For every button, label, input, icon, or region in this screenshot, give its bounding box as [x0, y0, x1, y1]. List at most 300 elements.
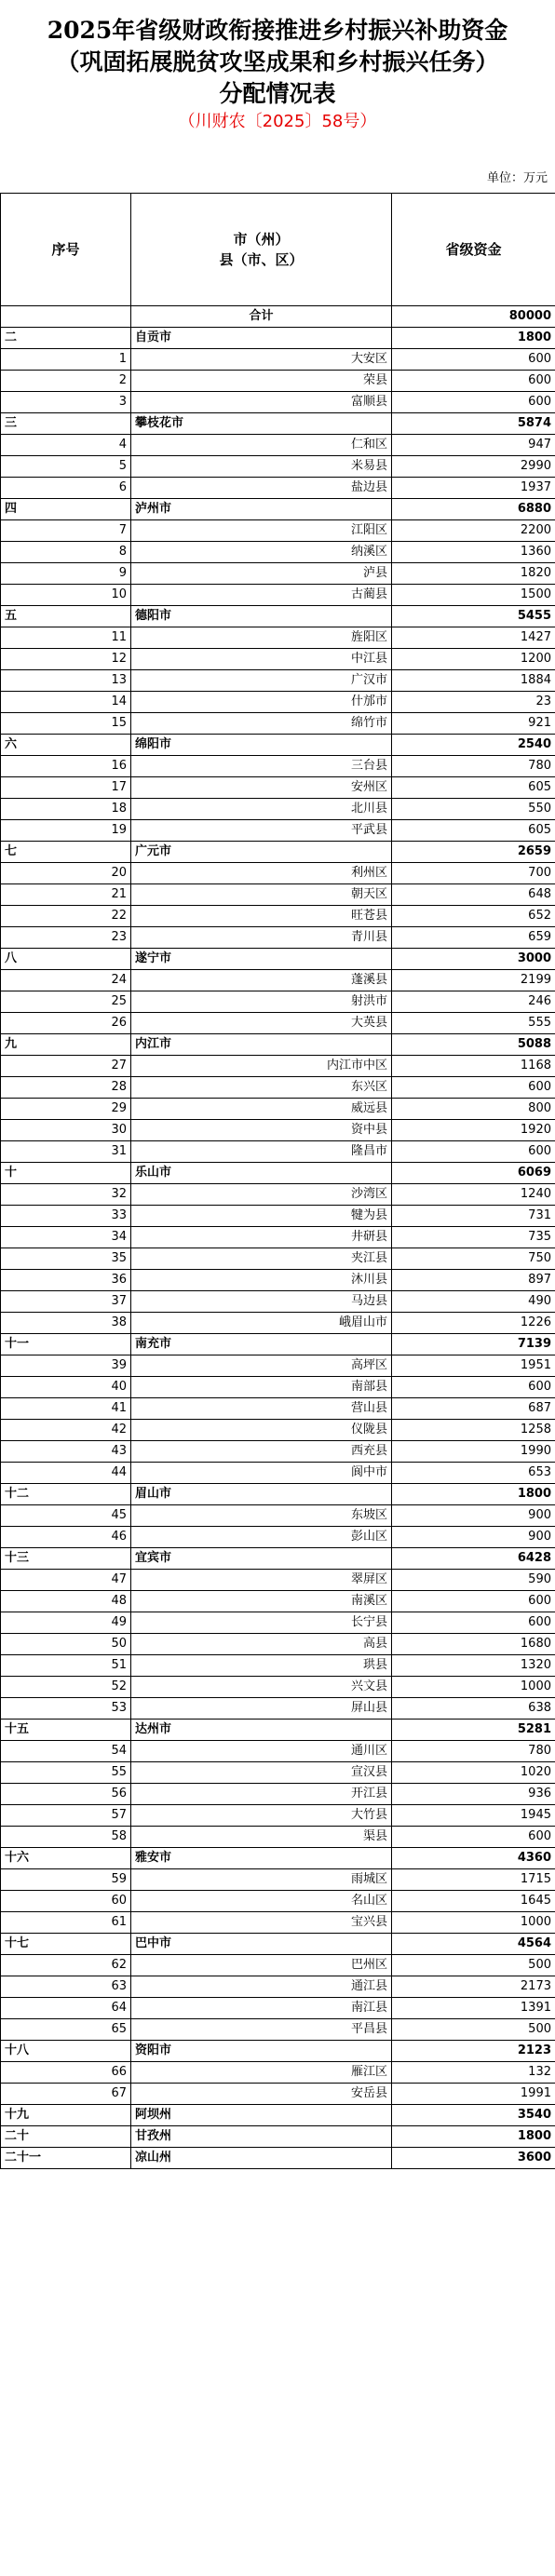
row-seq: 37: [1, 1291, 131, 1313]
county-row: [1, 1677, 555, 1698]
county-row: [1, 627, 555, 649]
row-name: 仪陇县: [131, 1420, 392, 1441]
row-seq: 十七: [1, 1934, 131, 1955]
row-name: 凉山州: [131, 2148, 392, 2169]
county-row: [1, 777, 555, 799]
row-name: 通江县: [131, 1976, 392, 1998]
row-name: 广汉市: [131, 670, 392, 692]
row-name: 东坡区: [131, 1505, 392, 1527]
row-name: 峨眉山市: [131, 1313, 392, 1334]
row-name: 旌阳区: [131, 627, 392, 649]
county-row: [1, 1398, 555, 1420]
row-seq: 65: [1, 2019, 131, 2041]
county-row: [1, 713, 555, 735]
row-value: 652: [392, 906, 555, 927]
row-name: 资中县: [131, 1120, 392, 1141]
county-row: [1, 1355, 555, 1377]
row-name: 达州市: [131, 1720, 392, 1741]
row-value: 731: [392, 1206, 555, 1227]
row-name: 古蔺县: [131, 585, 392, 606]
row-seq: 八: [1, 949, 131, 970]
title-line-1: 2025年省级财政衔接推进乡村振兴补助资金: [47, 17, 508, 44]
row-name: 西充县: [131, 1441, 392, 1463]
row-value: 2123: [392, 2041, 555, 2062]
title-line-2: （巩固拓展脱贫攻坚成果和乡村振兴任务）: [56, 48, 499, 75]
row-seq: 38: [1, 1313, 131, 1334]
row-value: 600: [392, 1077, 555, 1099]
row-value: 600: [392, 392, 555, 413]
row-name: 绵竹市: [131, 713, 392, 735]
row-seq: 58: [1, 1827, 131, 1848]
county-row: [1, 2062, 555, 2084]
county-row: [1, 542, 555, 563]
row-value: 1951: [392, 1355, 555, 1377]
header-region-line2: 县（市、区）: [219, 251, 304, 268]
row-name: 德阳市: [131, 606, 392, 627]
row-seq: 21: [1, 884, 131, 906]
row-seq: 18: [1, 799, 131, 820]
city-row: [1, 949, 555, 970]
row-value: 1000: [392, 1912, 555, 1934]
row-name: 兴文县: [131, 1677, 392, 1698]
county-row: [1, 1441, 555, 1463]
row-seq: 四: [1, 499, 131, 520]
row-name: 通川区: [131, 1741, 392, 1762]
county-row: [1, 585, 555, 606]
row-value: 1168: [392, 1056, 555, 1077]
county-row: [1, 478, 555, 499]
row-seq: 56: [1, 1784, 131, 1805]
row-seq: 13: [1, 670, 131, 692]
row-seq: 36: [1, 1270, 131, 1291]
row-seq: 31: [1, 1141, 131, 1163]
county-row: [1, 906, 555, 927]
row-value: 1945: [392, 1805, 555, 1827]
total-seq-cell: [1, 306, 131, 328]
row-value: 605: [392, 820, 555, 842]
row-seq: 24: [1, 970, 131, 991]
header-seq: 序号: [1, 194, 131, 306]
row-seq: 52: [1, 1677, 131, 1698]
row-seq: 63: [1, 1976, 131, 1998]
row-value: 246: [392, 991, 555, 1013]
total-value: 80000: [392, 306, 555, 328]
row-name: 宝兴县: [131, 1912, 392, 1934]
row-value: 1360: [392, 542, 555, 563]
row-name: 什邡市: [131, 692, 392, 713]
county-row: [1, 1827, 555, 1848]
row-value: 1240: [392, 1184, 555, 1206]
row-seq: 7: [1, 520, 131, 542]
county-row: [1, 1013, 555, 1034]
row-name: 珙县: [131, 1655, 392, 1677]
row-seq: 3: [1, 392, 131, 413]
row-name: 雅安市: [131, 1848, 392, 1869]
row-seq: 10: [1, 585, 131, 606]
row-value: 1820: [392, 563, 555, 585]
row-seq: 66: [1, 2062, 131, 2084]
row-value: 648: [392, 884, 555, 906]
row-name: 大安区: [131, 349, 392, 371]
row-value: 600: [392, 349, 555, 371]
row-value: 5874: [392, 413, 555, 435]
row-seq: 41: [1, 1398, 131, 1420]
document-header: [0, 0, 555, 158]
row-name: 彭山区: [131, 1527, 392, 1548]
row-seq: 45: [1, 1505, 131, 1527]
row-value: 700: [392, 863, 555, 884]
row-value: 600: [392, 1141, 555, 1163]
row-name: 阆中市: [131, 1463, 392, 1484]
row-name: 中江县: [131, 649, 392, 670]
row-seq: 20: [1, 863, 131, 884]
county-row: [1, 1762, 555, 1784]
city-row: [1, 1720, 555, 1741]
county-row: [1, 2019, 555, 2041]
county-row: [1, 1463, 555, 1484]
county-row: [1, 1634, 555, 1655]
county-row: [1, 456, 555, 478]
city-row: [1, 499, 555, 520]
row-value: 1000: [392, 1677, 555, 1698]
row-value: 600: [392, 1591, 555, 1612]
county-row: [1, 1805, 555, 1827]
row-value: 550: [392, 799, 555, 820]
total-row: [1, 306, 555, 328]
row-seq: 七: [1, 842, 131, 863]
row-name: 巴中市: [131, 1934, 392, 1955]
county-row: [1, 1099, 555, 1120]
row-seq: 十九: [1, 2105, 131, 2126]
row-seq: 32: [1, 1184, 131, 1206]
row-seq: 2: [1, 371, 131, 392]
row-value: 600: [392, 1827, 555, 1848]
row-value: 6428: [392, 1548, 555, 1570]
row-value: 1991: [392, 2084, 555, 2105]
row-value: 2990: [392, 456, 555, 478]
row-seq: 19: [1, 820, 131, 842]
county-row: [1, 1698, 555, 1720]
city-row: [1, 1334, 555, 1355]
county-row: [1, 1270, 555, 1291]
row-name: 宜宾市: [131, 1548, 392, 1570]
row-name: 威远县: [131, 1099, 392, 1120]
row-name: 青川县: [131, 927, 392, 949]
row-seq: 35: [1, 1248, 131, 1270]
row-seq: 17: [1, 777, 131, 799]
county-row: [1, 991, 555, 1013]
unit-label: 单位：万元: [486, 171, 548, 185]
row-seq: 57: [1, 1805, 131, 1827]
row-seq: 二十: [1, 2126, 131, 2148]
row-seq: 十三: [1, 1548, 131, 1570]
county-row: [1, 670, 555, 692]
row-name: 朝天区: [131, 884, 392, 906]
allocation-table: [0, 193, 555, 2169]
row-seq: 12: [1, 649, 131, 670]
total-label: 合计: [131, 306, 392, 328]
row-name: 雨城区: [131, 1869, 392, 1891]
row-name: 阿坝州: [131, 2105, 392, 2126]
row-value: 638: [392, 1698, 555, 1720]
row-seq: 11: [1, 627, 131, 649]
row-seq: 六: [1, 735, 131, 756]
row-value: 800: [392, 1099, 555, 1120]
row-name: 自贡市: [131, 328, 392, 349]
row-value: 1800: [392, 1484, 555, 1505]
county-row: [1, 799, 555, 820]
row-name: 内江市: [131, 1034, 392, 1056]
city-row: [1, 1163, 555, 1184]
row-value: 605: [392, 777, 555, 799]
row-seq: 44: [1, 1463, 131, 1484]
title-line-3: 分配情况表: [219, 80, 336, 107]
row-value: 490: [392, 1291, 555, 1313]
row-seq: 5: [1, 456, 131, 478]
row-name: 泸县: [131, 563, 392, 585]
row-seq: 十六: [1, 1848, 131, 1869]
row-name: 利州区: [131, 863, 392, 884]
row-value: 6069: [392, 1163, 555, 1184]
row-seq: 8: [1, 542, 131, 563]
row-value: 5088: [392, 1034, 555, 1056]
county-row: [1, 970, 555, 991]
county-row: [1, 649, 555, 670]
row-seq: 49: [1, 1612, 131, 1634]
county-row: [1, 1612, 555, 1634]
city-row: [1, 413, 555, 435]
row-value: 1427: [392, 627, 555, 649]
county-row: [1, 1291, 555, 1313]
row-seq: 27: [1, 1056, 131, 1077]
county-row: [1, 927, 555, 949]
row-name: 大英县: [131, 1013, 392, 1034]
row-seq: 二: [1, 328, 131, 349]
county-row: [1, 1741, 555, 1762]
row-value: 4564: [392, 1934, 555, 1955]
row-name: 攀枝花市: [131, 413, 392, 435]
row-seq: 十八: [1, 2041, 131, 2062]
row-seq: 30: [1, 1120, 131, 1141]
row-value: 1884: [392, 670, 555, 692]
row-name: 高坪区: [131, 1355, 392, 1377]
row-seq: 4: [1, 435, 131, 456]
row-seq: 1: [1, 349, 131, 371]
row-name: 南江县: [131, 1998, 392, 2019]
row-name: 平武县: [131, 820, 392, 842]
row-value: 1391: [392, 1998, 555, 2019]
row-name: 平昌县: [131, 2019, 392, 2041]
row-value: 947: [392, 435, 555, 456]
county-row: [1, 1891, 555, 1912]
row-seq: 51: [1, 1655, 131, 1677]
row-name: 绵阳市: [131, 735, 392, 756]
city-row: [1, 606, 555, 627]
county-row: [1, 1313, 555, 1334]
row-seq: 9: [1, 563, 131, 585]
county-row: [1, 1077, 555, 1099]
row-name: 内江市中区: [131, 1056, 392, 1077]
city-row: [1, 328, 555, 349]
row-seq: 60: [1, 1891, 131, 1912]
row-seq: 50: [1, 1634, 131, 1655]
row-value: 659: [392, 927, 555, 949]
row-seq: 28: [1, 1077, 131, 1099]
city-row: [1, 1548, 555, 1570]
row-name: 泸州市: [131, 499, 392, 520]
row-seq: 40: [1, 1377, 131, 1398]
header-region: [131, 194, 392, 306]
row-seq: 39: [1, 1355, 131, 1377]
row-name: 南充市: [131, 1334, 392, 1355]
county-row: [1, 1377, 555, 1398]
row-value: 3000: [392, 949, 555, 970]
row-name: 井研县: [131, 1227, 392, 1248]
county-row: [1, 563, 555, 585]
county-row: [1, 863, 555, 884]
row-value: 132: [392, 2062, 555, 2084]
row-name: 渠县: [131, 1827, 392, 1848]
row-seq: 二十一: [1, 2148, 131, 2169]
row-name: 眉山市: [131, 1484, 392, 1505]
county-row: [1, 1184, 555, 1206]
row-name: 夹江县: [131, 1248, 392, 1270]
row-seq: 59: [1, 1869, 131, 1891]
row-value: 3540: [392, 2105, 555, 2126]
row-value: 2173: [392, 1976, 555, 1998]
row-value: 1258: [392, 1420, 555, 1441]
county-row: [1, 1420, 555, 1441]
row-value: 23: [392, 692, 555, 713]
row-value: 600: [392, 1377, 555, 1398]
county-row: [1, 1570, 555, 1591]
row-value: 3600: [392, 2148, 555, 2169]
row-value: 600: [392, 1612, 555, 1634]
row-name: 雁江区: [131, 2062, 392, 2084]
row-name: 安州区: [131, 777, 392, 799]
row-name: 开江县: [131, 1784, 392, 1805]
row-seq: 25: [1, 991, 131, 1013]
row-value: 5455: [392, 606, 555, 627]
row-seq: 十: [1, 1163, 131, 1184]
row-name: 米易县: [131, 456, 392, 478]
row-value: 7139: [392, 1334, 555, 1355]
row-seq: 29: [1, 1099, 131, 1120]
row-name: 三台县: [131, 756, 392, 777]
row-name: 大竹县: [131, 1805, 392, 1827]
row-value: 921: [392, 713, 555, 735]
row-seq: 五: [1, 606, 131, 627]
row-name: 巴州区: [131, 1955, 392, 1976]
header-funds: 省级资金: [392, 194, 555, 306]
row-value: 1715: [392, 1869, 555, 1891]
row-value: 2200: [392, 520, 555, 542]
row-name: 资阳市: [131, 2041, 392, 2062]
county-row: [1, 520, 555, 542]
city-row: [1, 2041, 555, 2062]
row-value: 600: [392, 371, 555, 392]
row-seq: 15: [1, 713, 131, 735]
row-value: 1990: [392, 1441, 555, 1463]
row-seq: 42: [1, 1420, 131, 1441]
county-row: [1, 1869, 555, 1891]
row-value: 6880: [392, 499, 555, 520]
row-value: 2199: [392, 970, 555, 991]
county-row: [1, 1505, 555, 1527]
row-seq: 67: [1, 2084, 131, 2105]
row-name: 翠屏区: [131, 1570, 392, 1591]
county-row: [1, 1227, 555, 1248]
row-value: 1800: [392, 2126, 555, 2148]
row-value: 500: [392, 1955, 555, 1976]
row-seq: 43: [1, 1441, 131, 1463]
row-seq: 九: [1, 1034, 131, 1056]
row-name: 旺苍县: [131, 906, 392, 927]
row-seq: 61: [1, 1912, 131, 1934]
row-value: 4360: [392, 1848, 555, 1869]
county-row: [1, 1056, 555, 1077]
row-seq: 62: [1, 1955, 131, 1976]
row-value: 1226: [392, 1313, 555, 1334]
row-seq: 23: [1, 927, 131, 949]
row-name: 安岳县: [131, 2084, 392, 2105]
row-seq: 26: [1, 1013, 131, 1034]
county-row: [1, 2084, 555, 2105]
document-number: （川财农〔2025〕58号）: [178, 112, 377, 131]
row-name: 马边县: [131, 1291, 392, 1313]
city-row: [1, 1484, 555, 1505]
row-name: 沙湾区: [131, 1184, 392, 1206]
county-row: [1, 1976, 555, 1998]
county-row: [1, 1591, 555, 1612]
city-row: [1, 1848, 555, 1869]
table-header-row: [1, 194, 555, 306]
county-row: [1, 692, 555, 713]
county-row: [1, 820, 555, 842]
row-value: 1800: [392, 328, 555, 349]
row-name: 盐边县: [131, 478, 392, 499]
row-seq: 48: [1, 1591, 131, 1612]
row-value: 2540: [392, 735, 555, 756]
row-value: 555: [392, 1013, 555, 1034]
row-value: 1920: [392, 1120, 555, 1141]
allocation-table-wrapper: [0, 193, 555, 2169]
row-value: 1320: [392, 1655, 555, 1677]
row-name: 蓬溪县: [131, 970, 392, 991]
table-body: [1, 306, 555, 2169]
row-name: 遂宁市: [131, 949, 392, 970]
row-value: 5281: [392, 1720, 555, 1741]
county-row: [1, 1784, 555, 1805]
row-name: 名山区: [131, 1891, 392, 1912]
row-value: 687: [392, 1398, 555, 1420]
city-row: [1, 842, 555, 863]
row-seq: 46: [1, 1527, 131, 1548]
row-value: 936: [392, 1784, 555, 1805]
county-row: [1, 1998, 555, 2019]
county-row: [1, 1141, 555, 1163]
row-seq: 33: [1, 1206, 131, 1227]
county-row: [1, 435, 555, 456]
county-row: [1, 1955, 555, 1976]
row-name: 营山县: [131, 1398, 392, 1420]
row-name: 广元市: [131, 842, 392, 863]
row-seq: 53: [1, 1698, 131, 1720]
row-seq: 16: [1, 756, 131, 777]
row-seq: 64: [1, 1998, 131, 2019]
city-row: [1, 2148, 555, 2169]
row-name: 隆昌市: [131, 1141, 392, 1163]
